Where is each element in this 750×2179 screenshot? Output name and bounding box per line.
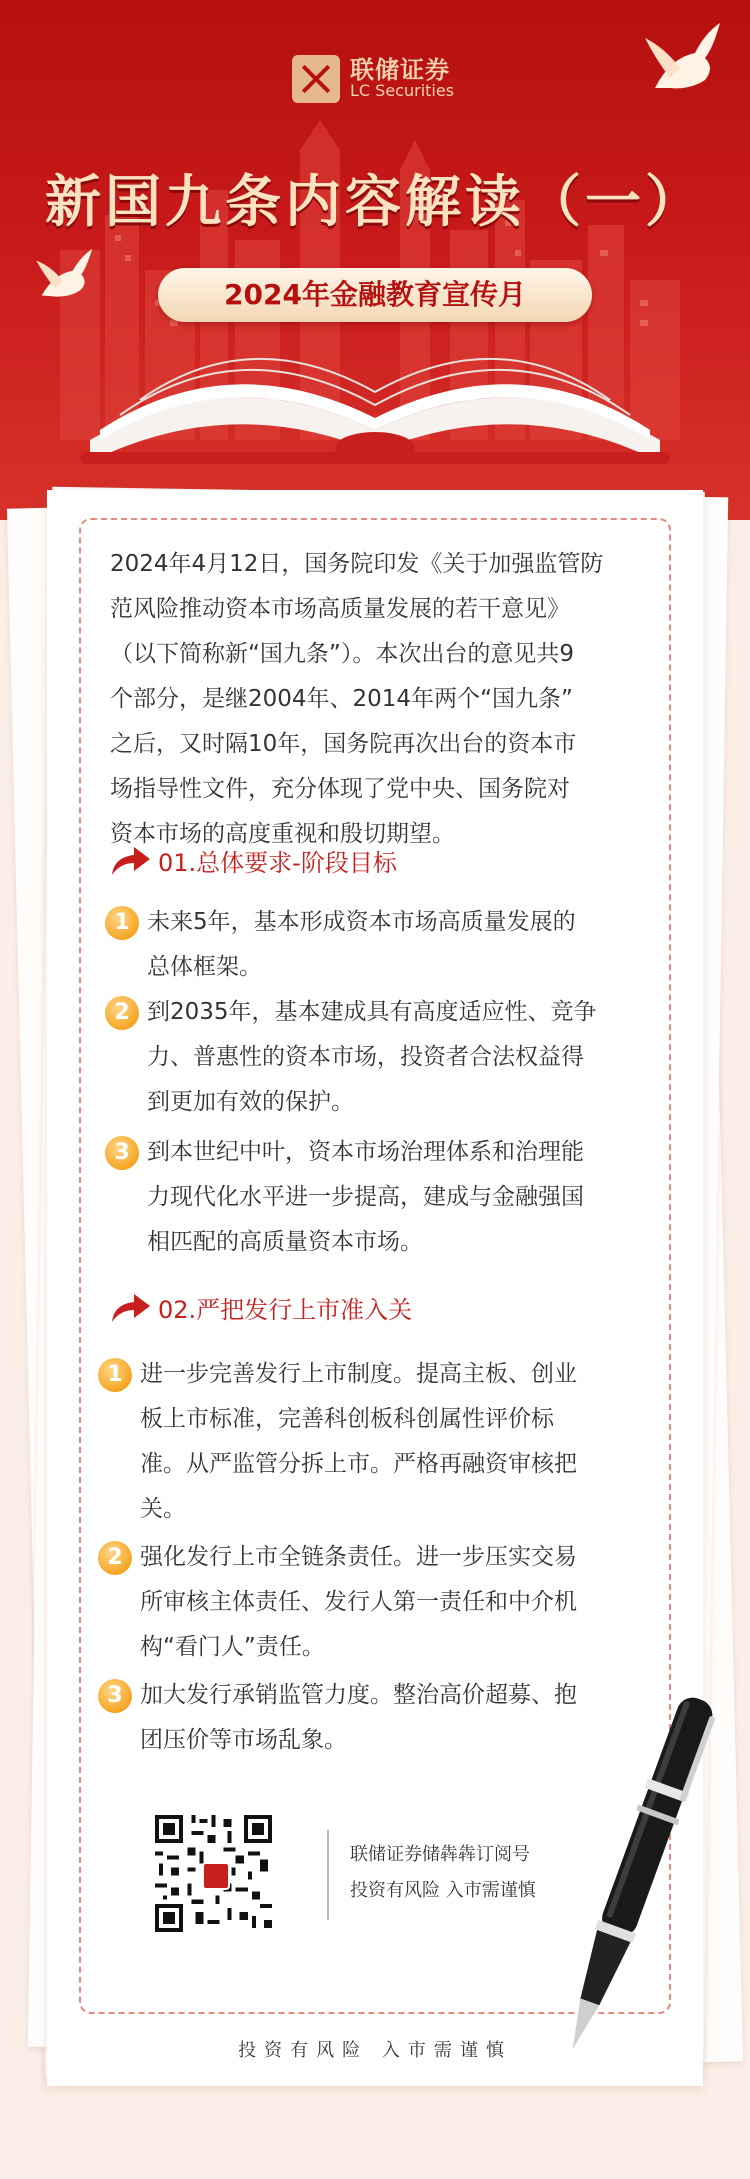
qr-logo-icon: [202, 1862, 230, 1890]
subtitle-badge: 2024年金融教育宣传月: [158, 268, 592, 322]
number-badge: 1: [105, 906, 139, 940]
list-item: 1 未来5年，基本形成资本市场高质量发展的 总体框架。: [105, 900, 576, 990]
list-item: 2 到2035年，基本建成具有高度适应性、竞争 力、普惠性的资本市场，投资者合法权益得 到更加有效的保护。: [105, 990, 597, 1125]
risk-notice: 投资有风险 入市需谨慎: [350, 1880, 536, 1901]
page-title: 新国九条内容解读（一）: [45, 169, 705, 235]
list-item: 2 强化发行上市全链条责任。进一步压实交易 所审核主体责任、发行人第一责任和中介机 构“看门人”责任。: [98, 1535, 577, 1670]
intro-paragraph: 2024年4月12日，国务院印发《关于加强监管防 范风险推动资本市场高质量发展的若干意见》 （以下简称新“国九条”）。本次出台的意见共9 个部分，是继2004年、2014年两个“国九条” 之后，又时隔10年，国务院再次出台的资本市 场指导性文件，充分体现了党中央、国务院对 资本市场的高度重视和殷切期望。: [110, 551, 604, 847]
list-item: 3 加大发行承销监管力度。整治高价超募、抱 团压价等市场乱象。: [98, 1673, 577, 1763]
header-banner: [0, 0, 750, 520]
brand-logo: [292, 55, 454, 103]
section-heading: [110, 843, 397, 878]
pen-icon: [556, 1680, 716, 2070]
section-heading: [110, 1290, 412, 1325]
section-title: 01.总体要求-阶段目标: [158, 849, 397, 877]
logo-icon: [292, 55, 340, 103]
number-badge: 2: [105, 996, 139, 1030]
dove-icon: [30, 245, 100, 315]
qr-code[interactable]: [155, 1815, 272, 1932]
section-title: 02.严把发行上市准入关: [158, 1296, 413, 1324]
list-item: 3 到本世纪中叶，资本市场治理体系和治理能 力现代化水平进一步提高，建成与金融强国 相匹配的高质量资本市场。: [105, 1130, 584, 1265]
divider: [327, 1830, 329, 1920]
number-badge: 2: [98, 1541, 132, 1575]
number-badge: 3: [98, 1679, 132, 1713]
arrow-icon: [110, 845, 152, 877]
dove-icon: [635, 18, 725, 108]
list-item: 1 进一步完善发行上市制度。提高主板、创业 板上市标准，完善科创板科创属性评价标 准。从严监管分拆上市。严格再融资审核把 关。: [98, 1352, 577, 1532]
number-badge: 3: [105, 1136, 139, 1170]
number-badge: 1: [98, 1358, 132, 1392]
risk-warning: 投资有风险 入市需谨慎: [238, 2040, 512, 2061]
brand-name-cn: 联储证券: [350, 56, 450, 84]
brand-name-en: LC Securities: [350, 81, 455, 101]
subscribe-label: 联储证券储犇犇订阅号: [350, 1844, 530, 1865]
arrow-icon: [110, 1292, 152, 1324]
